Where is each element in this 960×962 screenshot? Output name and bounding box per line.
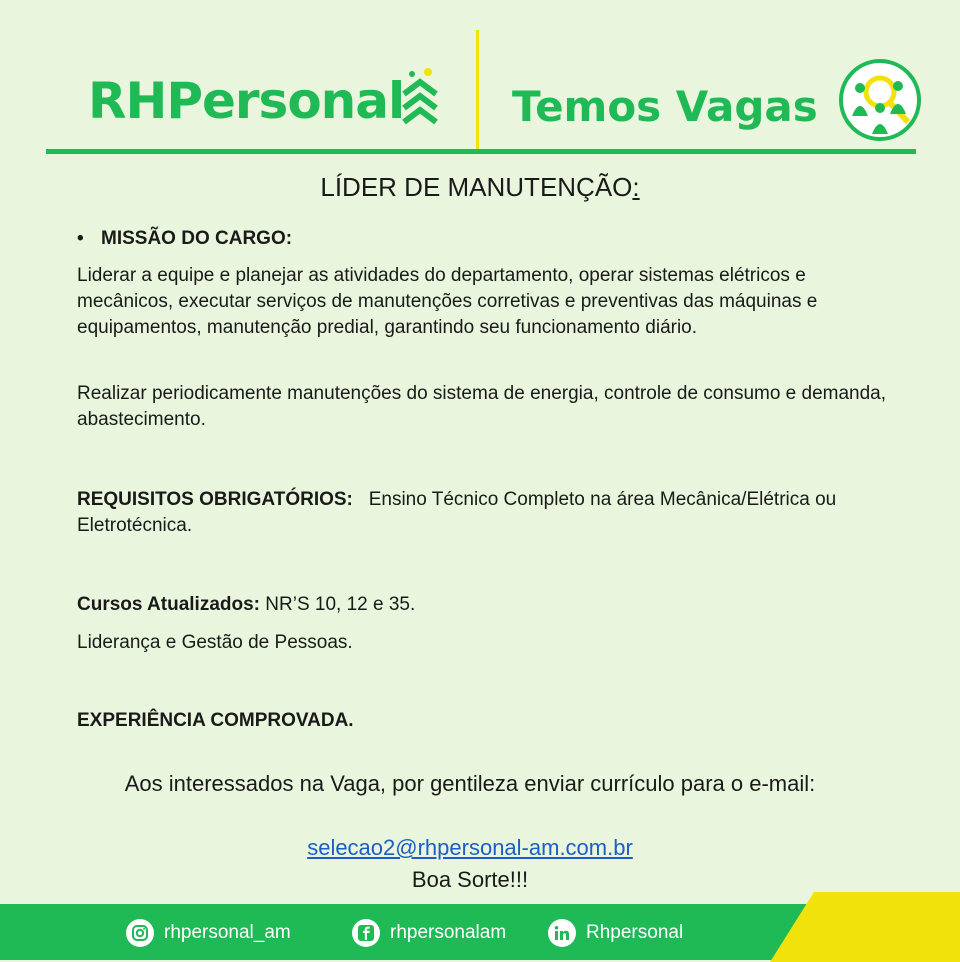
bullet-icon: • bbox=[77, 228, 84, 249]
facebook-icon bbox=[352, 919, 380, 947]
linkedin-icon bbox=[548, 919, 576, 947]
courses bbox=[77, 592, 887, 618]
header-underline bbox=[46, 149, 916, 154]
mission-paragraph-1: Liderar a equipe e planejar as atividades do departamento, operar sistemas elétricos e mecânicos, executar serviços de manutenções corretivas e preventivas das máquinas e equipamentos, manutenção predial, garantindo seu funcionamento diário. bbox=[77, 265, 818, 338]
logo-arrows-icon bbox=[400, 64, 440, 128]
instagram-handle: rhpersonal_am bbox=[164, 922, 291, 943]
cta-email-row bbox=[0, 832, 940, 863]
brand-logo: RHPersonal bbox=[88, 72, 405, 130]
email-link[interactable]: selecao2@rhpersonal-am.com.br bbox=[307, 835, 633, 860]
header-divider bbox=[476, 30, 479, 150]
headline: Temos Vagas bbox=[512, 82, 818, 131]
social-facebook[interactable] bbox=[352, 918, 506, 948]
experience: EXPERIÊNCIA COMPROVADA. bbox=[77, 710, 354, 731]
facebook-handle: rhpersonalam bbox=[390, 922, 507, 943]
header bbox=[0, 0, 960, 160]
search-people-icon bbox=[838, 58, 922, 142]
courses-label: Cursos Atualizados: bbox=[77, 594, 260, 615]
social-linkedin[interactable] bbox=[548, 918, 683, 948]
instagram-icon bbox=[126, 919, 154, 947]
social-instagram[interactable] bbox=[126, 918, 291, 948]
linkedin-handle: Rhpersonal bbox=[586, 922, 684, 943]
mission-heading-text: MISSÃO DO CARGO: bbox=[101, 228, 293, 249]
requirements-label: REQUISITOS OBRIGATÓRIOS: bbox=[77, 489, 353, 510]
footer-accent bbox=[770, 892, 960, 962]
courses-text: NR’S 10, 12 e 35. bbox=[265, 594, 416, 615]
cta-line: Aos interessados na Vaga, por gentileza enviar currículo para o e-mail: bbox=[124, 771, 816, 796]
job-title-colon: : bbox=[632, 172, 640, 202]
requirements-text: Ensino Técnico Completo na área Mecânica/Elétrica ou Eletrotécnica. bbox=[77, 489, 837, 536]
mission-heading bbox=[77, 228, 292, 250]
job-title-text: LÍDER DE MANUTENÇÃO bbox=[320, 172, 633, 202]
requirements bbox=[77, 487, 887, 539]
cta-closing: Boa Sorte!!! bbox=[411, 867, 529, 892]
courses-extra: Liderança e Gestão de Pessoas. bbox=[77, 632, 353, 653]
mission-paragraph-2: Realizar periodicamente manutenções do sistema de energia, controle de consumo e demanda, abastecimento. bbox=[77, 383, 887, 430]
job-title bbox=[0, 172, 960, 203]
